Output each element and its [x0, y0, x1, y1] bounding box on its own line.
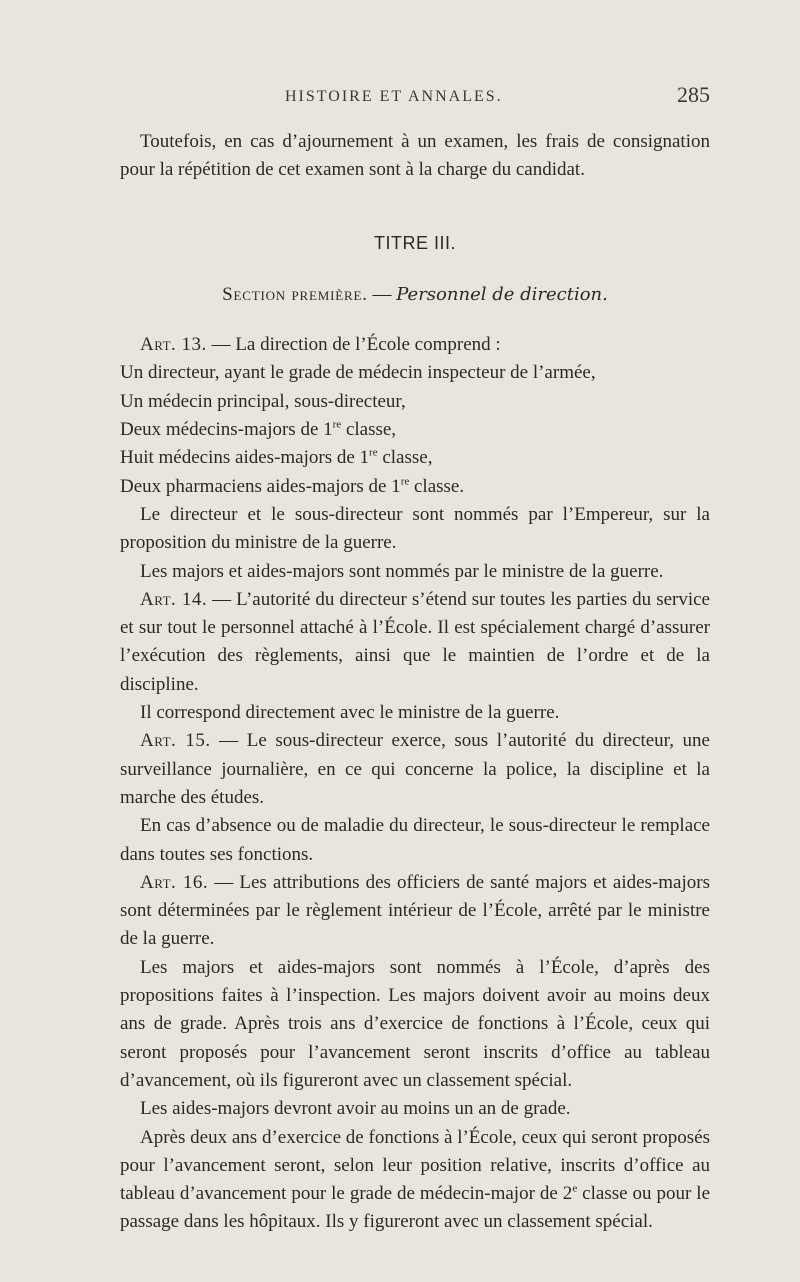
article-16-text: — Les attributions des officiers de santé majors et aides-majors sont déterminées par le règlement intérieur de l’École, arrêté par le ministre de la guerre. [120, 871, 710, 950]
article-16-label: Art. 16. [140, 871, 209, 893]
title-heading: TITRE III. [373, 232, 456, 253]
article-15-paragraph-2: En cas d’absence ou de maladie du directeur, le sous-directeur le remplace dans toutes ses fonctions. [120, 815, 710, 865]
page-number: 285 [677, 82, 710, 107]
article-16 [120, 869, 710, 954]
list-item: Un médecin principal, sous-directeur, [120, 390, 406, 412]
section-heading [120, 281, 710, 309]
article-14-paragraph-2: Il correspond directement avec le ministre de la guerre. [140, 702, 560, 724]
section-label: Section première. [222, 283, 368, 305]
article-13-label: Art. 13. [140, 334, 207, 356]
article-13-paragraph-2: Le directeur et le sous-directeur sont nommés par l’Empereur, sur la proposition du ministre de la guerre. [120, 503, 710, 554]
article-16-paragraph-3: Les aides-majors devront avoir au moins un an de grade. [140, 1098, 571, 1120]
article-15-text: — Le sous-directeur exerce, sous l’autorité du directeur, une surveillance journalière, en ce qui concerne la police, la discipline et la marche des études. [120, 730, 710, 808]
article-14-label: Art. 14. [140, 588, 208, 610]
page-body [120, 128, 710, 1237]
page-header [120, 82, 710, 116]
article-14-text: — L’autorité du directeur s’étend sur toutes les parties du service et sur tout le personnel attaché à l’École. Il est spécialement chargé d’assurer l’exécution des règlements, ainsi que le maintien de l’ordre et de la discipline. [120, 588, 710, 695]
list-item: Un directeur, ayant le grade de médecin inspecteur de l’armée, [120, 362, 596, 384]
article-15 [120, 727, 710, 812]
article-13-paragraph-3: Les majors et aides-majors sont nommés par le ministre de la guerre. [140, 560, 664, 582]
article-13-text: — La direction de l’École comprend : [206, 334, 501, 356]
intro-paragraph: Toutefois, en cas d’ajournement à un examen, les frais de consignation pour la répétition de cet examen sont à la charge du candidat. [120, 131, 710, 181]
article-13 [120, 331, 710, 359]
article-14 [120, 586, 710, 699]
list-item: Deux médecins-majors de 1re classe, [120, 418, 397, 441]
article-15-label: Art. 15. [140, 730, 211, 752]
list-item: Deux pharmaciens aides-majors de 1re classe. [120, 475, 465, 497]
running-head: HISTOIRE ET ANNALES. [285, 88, 503, 105]
article-16-paragraph-2: Les majors et aides-majors sont nommés à l’École, d’après des propositions faites à l’inspection. Les majors doivent avoir au moins deux ans de grade. Après trois ans d’exercice de fonctions à l’École, ceux qui seront proposés pour l’avancement seront inscrits d’office au tableau d’avancement, où ils figureront avec un classement spécial. [120, 956, 710, 1091]
section-name: Personnel de direction. [396, 283, 608, 305]
section-dash: — [367, 283, 397, 305]
article-16-paragraph-4: Après deux ans d’exercice de fonctions à l’École, ceux qui seront proposés pour l’avancement seront, selon leur position relative, inscrits d’office au tableau d’avancement pour le grade de médecin-major de 2e classe ou pour le passage dans les hôpitaux. Ils y figureront avec un classement spécial. [120, 1126, 711, 1233]
list-item: Huit médecins aides-majors de 1re classe, [120, 447, 433, 469]
